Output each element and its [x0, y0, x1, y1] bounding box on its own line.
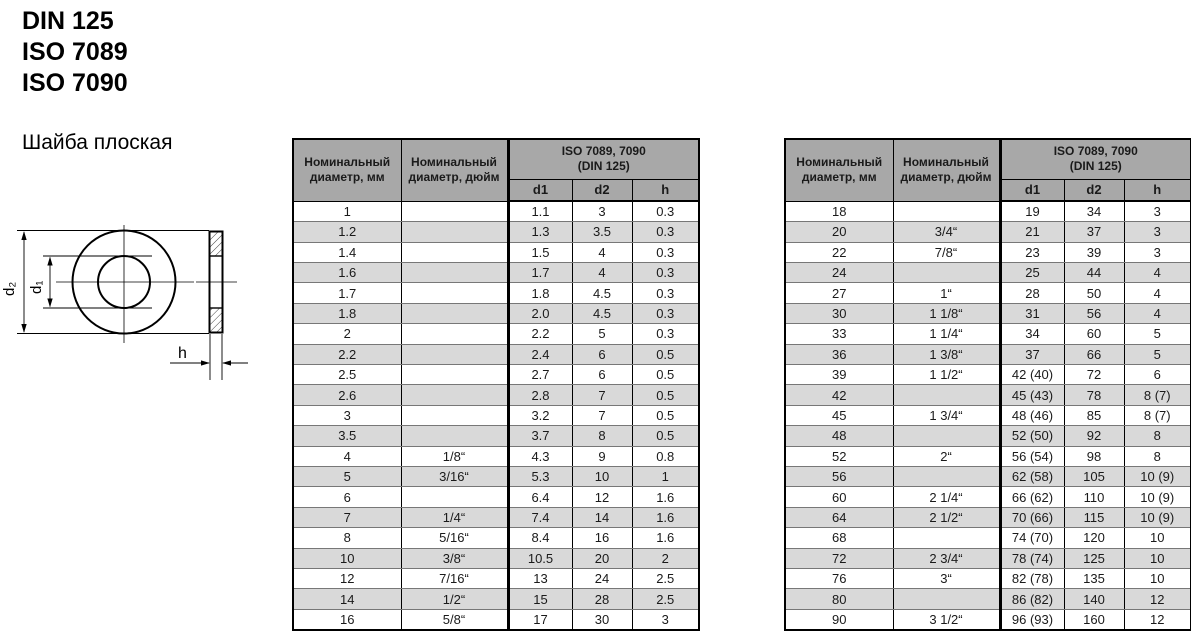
- table-cell: 36: [785, 344, 893, 364]
- table-cell: 3: [572, 201, 632, 221]
- table-cell: 7/16“: [401, 568, 508, 588]
- table-cell: 2.7: [508, 365, 572, 385]
- table-cell: 125: [1064, 548, 1124, 568]
- table-cell: 3: [293, 405, 401, 425]
- table-cell: 14: [293, 589, 401, 609]
- table-cell: 4: [1124, 263, 1191, 283]
- dimension-table-large-sizes: [784, 138, 1191, 631]
- table-cell: 8: [293, 528, 401, 548]
- table-row: [293, 589, 699, 609]
- table-cell: [893, 385, 1000, 405]
- table-cell: 4: [572, 263, 632, 283]
- table-cell: 72: [785, 548, 893, 568]
- table-cell: 4.5: [572, 303, 632, 323]
- standard-iso-7089: ISO 7089: [22, 38, 128, 66]
- table-cell: 1.6: [293, 263, 401, 283]
- table-cell: 1 3/8“: [893, 344, 1000, 364]
- table-row: [785, 283, 1191, 303]
- table-cell: 30: [785, 303, 893, 323]
- table-cell: 70 (66): [1000, 507, 1064, 527]
- table-cell: 1.3: [508, 222, 572, 242]
- table-cell: 42: [785, 385, 893, 405]
- table-cell: 2.5: [632, 568, 699, 588]
- table-cell: 5: [1124, 344, 1191, 364]
- table-cell: 7: [293, 507, 401, 527]
- table-cell: 2 3/4“: [893, 548, 1000, 568]
- table-cell: 2.5: [632, 589, 699, 609]
- table-cell: 0.3: [632, 324, 699, 344]
- table-row: [785, 405, 1191, 425]
- col-header-d2: d2: [1064, 179, 1124, 201]
- table-row: [293, 446, 699, 466]
- washer-front-view: [56, 225, 194, 343]
- table-cell: 10: [293, 548, 401, 568]
- table-cell: 5: [1124, 324, 1191, 344]
- table-cell: 24: [572, 568, 632, 588]
- table-cell: 0.5: [632, 365, 699, 385]
- table-cell: 96 (93): [1000, 609, 1064, 629]
- table-cell: 62 (58): [1000, 466, 1064, 486]
- table-cell: 10: [1124, 568, 1191, 588]
- table-row: [785, 303, 1191, 323]
- table-cell: 3/4“: [893, 222, 1000, 242]
- table-cell: 3: [1124, 201, 1191, 221]
- table-cell: [401, 385, 508, 405]
- table-cell: 3/16“: [401, 466, 508, 486]
- table-cell: 2.2: [508, 324, 572, 344]
- table-cell: 45: [785, 405, 893, 425]
- table-cell: 1.6: [632, 507, 699, 527]
- table-cell: 24: [785, 263, 893, 283]
- table-cell: 90: [785, 609, 893, 629]
- table-row: [293, 405, 699, 425]
- washer-technical-drawing: [0, 195, 262, 395]
- table-cell: 8 (7): [1124, 405, 1191, 425]
- table-cell: 0.3: [632, 303, 699, 323]
- table-cell: 7.4: [508, 507, 572, 527]
- table-cell: [893, 263, 1000, 283]
- table-cell: 13: [508, 568, 572, 588]
- table-cell: 64: [785, 507, 893, 527]
- table-cell: 21: [1000, 222, 1064, 242]
- table-cell: 3: [632, 609, 699, 629]
- table-cell: 4: [293, 446, 401, 466]
- table-cell: 82 (78): [1000, 568, 1064, 588]
- table-cell: 8: [572, 426, 632, 446]
- table-cell: 3.5: [572, 222, 632, 242]
- table-cell: 0.3: [632, 201, 699, 221]
- table-cell: 39: [785, 365, 893, 385]
- table-cell: [401, 283, 508, 303]
- table-cell: 34: [1000, 324, 1064, 344]
- table-cell: 52 (50): [1000, 426, 1064, 446]
- table-cell: 3.2: [508, 405, 572, 425]
- table-row: [785, 426, 1191, 446]
- table-row: [293, 222, 699, 242]
- table-cell: 19: [1000, 201, 1064, 221]
- table-cell: 28: [572, 589, 632, 609]
- table-cell: 4.5: [572, 283, 632, 303]
- table-row: [293, 324, 699, 344]
- table-cell: 10 (9): [1124, 507, 1191, 527]
- table-cell: 12: [1124, 609, 1191, 629]
- standards-title-block: [22, 6, 128, 99]
- table-row: [785, 609, 1191, 629]
- table-cell: 45 (43): [1000, 385, 1064, 405]
- table-cell: 3 1/2“: [893, 609, 1000, 629]
- table-cell: 37: [1064, 222, 1124, 242]
- table-cell: 2.8: [508, 385, 572, 405]
- table-cell: 92: [1064, 426, 1124, 446]
- washer-section-view: [196, 232, 237, 333]
- table-row: [785, 528, 1191, 548]
- table-row: [293, 426, 699, 446]
- table-row: [785, 263, 1191, 283]
- table-cell: [401, 222, 508, 242]
- table-cell: 3“: [893, 568, 1000, 588]
- table-row: [293, 303, 699, 323]
- table-cell: 7: [572, 405, 632, 425]
- table-cell: 0.3: [632, 222, 699, 242]
- table-cell: [401, 344, 508, 364]
- table-cell: 160: [1064, 609, 1124, 629]
- table-cell: 30: [572, 609, 632, 629]
- table-cell: 1 1/4“: [893, 324, 1000, 344]
- table-cell: 115: [1064, 507, 1124, 527]
- table-row: [293, 263, 699, 283]
- table-row: [293, 528, 699, 548]
- table-row: [785, 385, 1191, 405]
- table-cell: 120: [1064, 528, 1124, 548]
- table-cell: 6: [1124, 365, 1191, 385]
- table-cell: 44: [1064, 263, 1124, 283]
- table-cell: 0.5: [632, 385, 699, 405]
- table-cell: 56: [1064, 303, 1124, 323]
- table-cell: 66 (62): [1000, 487, 1064, 507]
- table-cell: 1.6: [632, 487, 699, 507]
- col-header-d1: d1: [1000, 179, 1064, 201]
- table-row: [293, 548, 699, 568]
- table-cell: 33: [785, 324, 893, 344]
- table-row: [785, 446, 1191, 466]
- table-cell: [893, 589, 1000, 609]
- table-cell: 1.6: [632, 528, 699, 548]
- col-header-inch: Номинальный диаметр, дюйм: [401, 139, 508, 201]
- table-cell: 78 (74): [1000, 548, 1064, 568]
- table-cell: 85: [1064, 405, 1124, 425]
- table-cell: 3.5: [293, 426, 401, 446]
- table-cell: 2.0: [508, 303, 572, 323]
- table-row: [293, 487, 699, 507]
- table-cell: 12: [293, 568, 401, 588]
- iso-group-line1: ISO 7089, 7090: [561, 143, 646, 158]
- table-cell: 8: [1124, 446, 1191, 466]
- table-cell: 48 (46): [1000, 405, 1064, 425]
- table-cell: 5.3: [508, 466, 572, 486]
- table-cell: 8 (7): [1124, 385, 1191, 405]
- table-cell: [401, 426, 508, 446]
- table-cell: 56 (54): [1000, 446, 1064, 466]
- table-cell: 3: [1124, 222, 1191, 242]
- table-cell: [401, 263, 508, 283]
- table-cell: 12: [1124, 589, 1191, 609]
- table-cell: 66: [1064, 344, 1124, 364]
- table-cell: 76: [785, 568, 893, 588]
- page-title: Шайба плоская: [22, 131, 173, 154]
- table-cell: 27: [785, 283, 893, 303]
- table-cell: 0.3: [632, 283, 699, 303]
- table-cell: 8: [1124, 426, 1191, 446]
- table-cell: 52: [785, 446, 893, 466]
- table-cell: [893, 466, 1000, 486]
- table-cell: 68: [785, 528, 893, 548]
- table-cell: 2: [293, 324, 401, 344]
- table-cell: [401, 242, 508, 262]
- table-cell: 2 1/4“: [893, 487, 1000, 507]
- table-cell: 9: [572, 446, 632, 466]
- table-cell: 22: [785, 242, 893, 262]
- table-cell: 7: [572, 385, 632, 405]
- table-cell: 4.3: [508, 446, 572, 466]
- table-cell: 18: [785, 201, 893, 221]
- table-cell: 0.8: [632, 446, 699, 466]
- table-cell: 10: [1124, 528, 1191, 548]
- table-cell: 14: [572, 507, 632, 527]
- table-cell: 56: [785, 466, 893, 486]
- table-cell: 1 1/8“: [893, 303, 1000, 323]
- table-cell: 1.8: [508, 283, 572, 303]
- table-cell: [401, 405, 508, 425]
- center-lines: [56, 225, 194, 343]
- table-cell: 110: [1064, 487, 1124, 507]
- table-row: [293, 568, 699, 588]
- table-cell: 0.5: [632, 426, 699, 446]
- table-cell: 2“: [893, 446, 1000, 466]
- table-cell: [893, 426, 1000, 446]
- table-cell: 1: [293, 201, 401, 221]
- table-cell: 1: [632, 466, 699, 486]
- table-cell: 1.4: [293, 242, 401, 262]
- table-row: [785, 466, 1191, 486]
- table-cell: 1.7: [508, 263, 572, 283]
- table-cell: 0.3: [632, 242, 699, 262]
- table-cell: 0.5: [632, 405, 699, 425]
- table-cell: 2.6: [293, 385, 401, 405]
- table-cell: 60: [1064, 324, 1124, 344]
- table-cell: 1 1/2“: [893, 365, 1000, 385]
- table-cell: 105: [1064, 466, 1124, 486]
- table-cell: 5: [293, 466, 401, 486]
- table-row: [785, 344, 1191, 364]
- table-cell: 6: [572, 344, 632, 364]
- table-cell: 16: [572, 528, 632, 548]
- table-cell: 1.8: [293, 303, 401, 323]
- table-cell: 6: [572, 365, 632, 385]
- h-label: h: [178, 345, 187, 362]
- table-cell: 6: [293, 487, 401, 507]
- table-cell: 20: [572, 548, 632, 568]
- table-cell: 31: [1000, 303, 1064, 323]
- table-row: [293, 283, 699, 303]
- table-row: [293, 201, 699, 221]
- table-cell: 1 3/4“: [893, 405, 1000, 425]
- table-cell: [401, 324, 508, 344]
- table-row: [293, 242, 699, 262]
- table-cell: 48: [785, 426, 893, 446]
- table-cell: 3.7: [508, 426, 572, 446]
- table-cell: [401, 303, 508, 323]
- table-cell: 1/8“: [401, 446, 508, 466]
- table-cell: [893, 201, 1000, 221]
- table-cell: 23: [1000, 242, 1064, 262]
- table-cell: 28: [1000, 283, 1064, 303]
- table-cell: 1.1: [508, 201, 572, 221]
- table-cell: 1/4“: [401, 507, 508, 527]
- table-cell: 2.5: [293, 365, 401, 385]
- table-cell: 1.2: [293, 222, 401, 242]
- table-cell: 72: [1064, 365, 1124, 385]
- table-cell: 60: [785, 487, 893, 507]
- table-cell: 16: [293, 609, 401, 629]
- dimension-table-small-sizes: [292, 138, 700, 631]
- table-cell: 1.7: [293, 283, 401, 303]
- table-row: [785, 589, 1191, 609]
- table-cell: [401, 487, 508, 507]
- table-cell: 4: [1124, 283, 1191, 303]
- col-header-d2: d2: [572, 179, 632, 201]
- table-cell: 37: [1000, 344, 1064, 364]
- table-cell: 25: [1000, 263, 1064, 283]
- table-row: [785, 242, 1191, 262]
- table-cell: 17: [508, 609, 572, 629]
- col-header-mm: Номинальный диаметр, мм: [785, 139, 893, 201]
- table-cell: 1/2“: [401, 589, 508, 609]
- table-cell: 10 (9): [1124, 466, 1191, 486]
- table-cell: 10.5: [508, 548, 572, 568]
- table-cell: 10: [1124, 548, 1191, 568]
- table-cell: 39: [1064, 242, 1124, 262]
- table-cell: 42 (40): [1000, 365, 1064, 385]
- table-row: [785, 365, 1191, 385]
- table-cell: 135: [1064, 568, 1124, 588]
- table-cell: 78: [1064, 385, 1124, 405]
- col-header-mm: Номинальный диаметр, мм: [293, 139, 401, 201]
- col-header-h: h: [632, 179, 699, 201]
- table-cell: 7/8“: [893, 242, 1000, 262]
- table-cell: 3: [1124, 242, 1191, 262]
- table-row: [785, 222, 1191, 242]
- table-cell: [401, 201, 508, 221]
- table-cell: 74 (70): [1000, 528, 1064, 548]
- table-row: [785, 507, 1191, 527]
- table-cell: 0.5: [632, 344, 699, 364]
- table-cell: 5: [572, 324, 632, 344]
- table-cell: 1“: [893, 283, 1000, 303]
- table-cell: 2.4: [508, 344, 572, 364]
- col-header-d1: d1: [508, 179, 572, 201]
- table-cell: 5/16“: [401, 528, 508, 548]
- table-cell: 98: [1064, 446, 1124, 466]
- table-cell: 140: [1064, 589, 1124, 609]
- table-cell: 6.4: [508, 487, 572, 507]
- table-row: [293, 385, 699, 405]
- col-header-inch: Номинальный диаметр, дюйм: [893, 139, 1000, 201]
- table-row: [785, 487, 1191, 507]
- table-cell: 5/8“: [401, 609, 508, 629]
- table-row: [293, 365, 699, 385]
- table-cell: 1.5: [508, 242, 572, 262]
- table-row: [293, 344, 699, 364]
- d1-label: d₁: [28, 280, 45, 294]
- dimension-h: [170, 334, 248, 380]
- iso-group-line1: ISO 7089, 7090: [1053, 143, 1138, 158]
- table-cell: 86 (82): [1000, 589, 1064, 609]
- table-cell: 3/8“: [401, 548, 508, 568]
- col-header-iso-group: [1000, 139, 1191, 179]
- table-row: [785, 324, 1191, 344]
- standard-iso-7090: ISO 7090: [22, 69, 128, 97]
- d2-label: d₂: [1, 281, 18, 296]
- table-cell: 2: [632, 548, 699, 568]
- iso-group-line2: (DIN 125): [577, 159, 630, 174]
- table-cell: [893, 528, 1000, 548]
- standard-din-125: DIN 125: [22, 7, 114, 35]
- iso-group-line2: (DIN 125): [1069, 159, 1122, 174]
- table-cell: 4: [1124, 303, 1191, 323]
- table-cell: 20: [785, 222, 893, 242]
- table-cell: 10 (9): [1124, 487, 1191, 507]
- table-cell: 15: [508, 589, 572, 609]
- col-header-iso-group: [508, 139, 699, 179]
- table-cell: 50: [1064, 283, 1124, 303]
- table-cell: 2 1/2“: [893, 507, 1000, 527]
- table-row: [293, 609, 699, 629]
- table-cell: 4: [572, 242, 632, 262]
- table-row: [785, 201, 1191, 221]
- table-cell: 80: [785, 589, 893, 609]
- table-cell: [401, 365, 508, 385]
- table-cell: 34: [1064, 201, 1124, 221]
- table-cell: 10: [572, 466, 632, 486]
- table-row: [785, 568, 1191, 588]
- table-cell: 0.3: [632, 263, 699, 283]
- table-cell: 12: [572, 487, 632, 507]
- table-cell: 2.2: [293, 344, 401, 364]
- table-row: [293, 466, 699, 486]
- col-header-h: h: [1124, 179, 1191, 201]
- table-row: [293, 507, 699, 527]
- table-row: [785, 548, 1191, 568]
- table-cell: 8.4: [508, 528, 572, 548]
